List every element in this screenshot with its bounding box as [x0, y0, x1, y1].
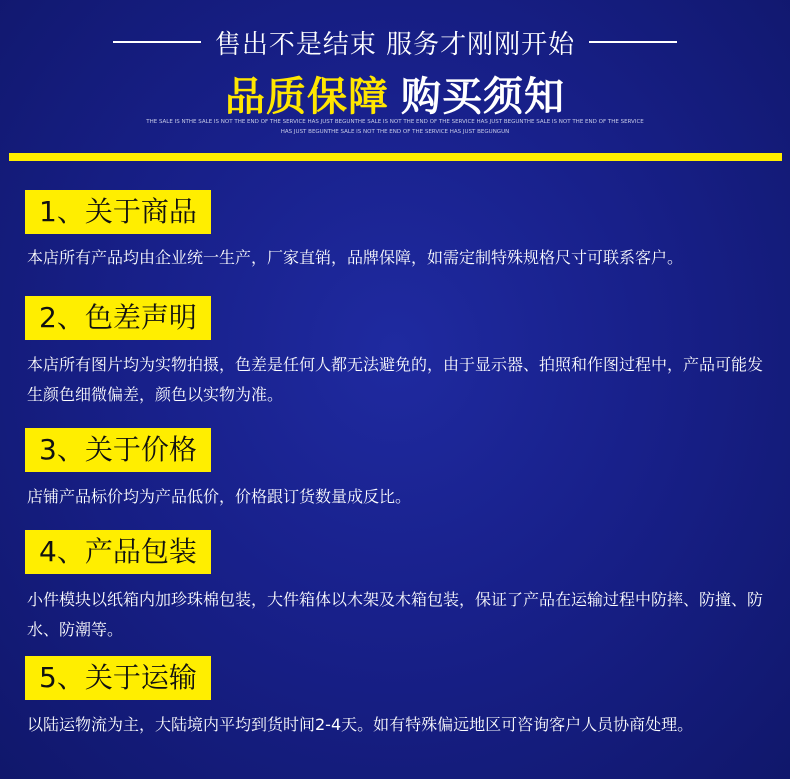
fine-print-line-1: THE SALE IS NTHE SALE IS NOT THE END OF THE SERVICE HAS JUST BEGUNTHE SALE IS NOT THE END OF THE SERVICE HAS JUST BEGUNTHE SALE IS NOT THE END OF THE SERVICE: [146, 119, 644, 125]
section-heading-packaging: 4、产品包装: [25, 530, 211, 574]
section-text-shipping: 以陆运物流为主，大陆境内平均到货时间2-4天。如有特殊偏远地区可咨询客户人员协商处理。: [27, 715, 694, 734]
right-divider: [589, 41, 677, 43]
tagline: 售出不是结束 服务才刚刚开始: [214, 29, 576, 60]
section-heading-products: 1、关于商品: [25, 190, 211, 234]
section-heading-price: 3、关于价格: [25, 428, 211, 472]
header: [0, 0, 790, 170]
section-text-price: 店铺产品标价均为产品低价，价格跟订货数量成反比。: [27, 487, 412, 506]
tagline-row: [0, 24, 790, 60]
title-purchase-notice: 购买须知: [401, 73, 565, 120]
section-heading-color-difference: 2、色差声明: [25, 296, 211, 340]
section-text-color-difference: 本店所有图片均为实物拍摄，色差是任何人都无法避免的，由于显示器、拍照和作图过程中，产品可能发生颜色细微偏差，颜色以实物为准。: [27, 355, 764, 404]
yellow-divider-bar: [9, 153, 782, 161]
section-text-packaging: 小件模块以纸箱内加珍珠棉包装，大件箱体以木架及木箱包装，保证了产品在运输过程中防摔、防撞、防水、防潮等。: [27, 590, 764, 639]
left-divider: [113, 41, 201, 43]
title-quality-guarantee: 品质保障: [225, 73, 389, 120]
page-title: [0, 64, 790, 122]
section-text-products: 本店所有产品均由企业统一生产，厂家直销，品牌保障，如需定制特殊规格尺寸可联系客户。: [27, 248, 684, 267]
fine-print-line-2: HAS JUST BEGUNTHE SALE IS NOT THE END OF THE SERVICE HAS JUST BEGUNGUN: [280, 129, 510, 135]
section-heading-shipping: 5、关于运输: [25, 656, 211, 700]
